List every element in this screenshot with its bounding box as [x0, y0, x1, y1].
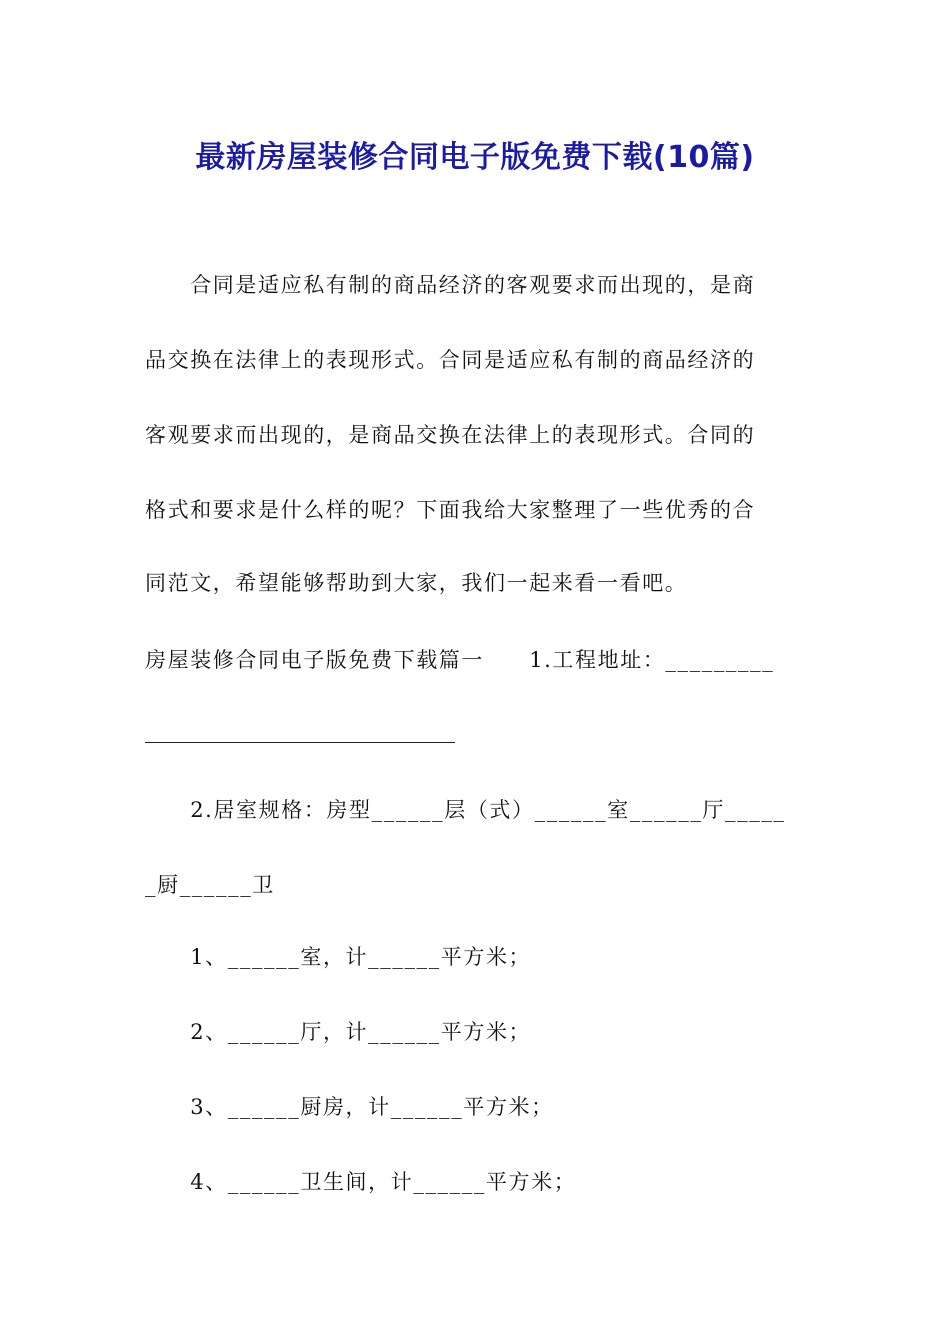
document-title: 最新房屋装修合同电子版免费下载(10篇) — [195, 140, 755, 175]
intro-line-2: 品交换在法律上的表现形式。合同是适应私有制的商品经济的 — [145, 348, 756, 372]
intro-line-4: 格式和要求是什么样的呢？下面我给大家整理了一些优秀的合 — [145, 498, 756, 522]
room-spec-line-2: _厨______卫 — [145, 873, 275, 897]
list-item-1: 1、______室，计______平方米； — [145, 945, 532, 969]
intro-line-5: 同范文，希望能够帮助到大家，我们一起来看一看吧。 — [145, 571, 688, 595]
list-item-4: 4、______卫生间，计______平方米； — [145, 1170, 577, 1194]
intro-line-3: 客观要求而出现的，是商品交换在法律上的表现形式。合同的 — [145, 423, 756, 447]
room-spec-line-1: 2.居室规格：房型______层（式）______室______厅_____ — [145, 798, 786, 822]
section-heading-line: 房屋装修合同电子版免费下载篇一 1.工程地址：_________ — [145, 648, 775, 672]
intro-line-1: 合同是适应私有制的商品经济的客观要求而出现的，是商 — [145, 273, 756, 297]
address-blank-line — [145, 742, 455, 743]
list-item-2: 2、______厅，计______平方米； — [145, 1020, 532, 1044]
list-item-3: 3、______厨房，计______平方米； — [145, 1095, 554, 1119]
